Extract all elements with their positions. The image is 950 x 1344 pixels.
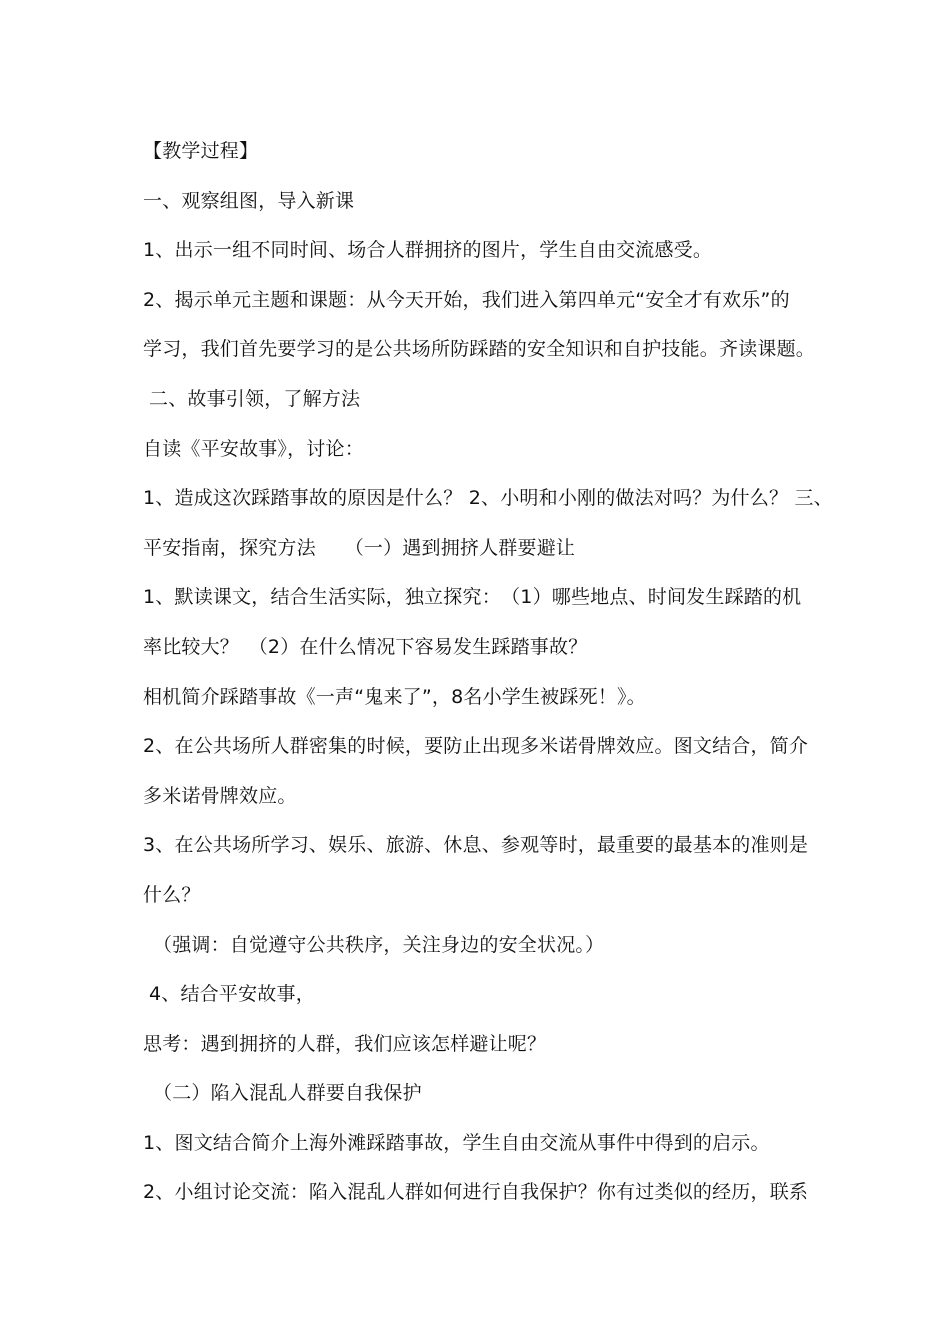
document-body [143, 136, 843, 1227]
paragraph-line: 多米诺骨牌效应。 [143, 784, 297, 807]
section-title: （二）陷入混乱人群要自我保护 [153, 1082, 422, 1105]
paragraph-line: （强调：自觉遵守公共秩序，关注身边的安全状况。） [153, 933, 605, 956]
paragraph-line: 3、在公共场所学习、娱乐、旅游、休息、参观等时，最重要的最基本的准则是 [143, 834, 809, 857]
paragraph-line: 平安指南，探究方法 （一）遇到拥挤人群要避让 [143, 536, 576, 559]
section-heading: 【教学过程】 [143, 140, 259, 162]
paragraph-line: 1、图文结合简介上海外滩踩踏事故，学生自由交流从事件中得到的启示。 [143, 1131, 770, 1154]
paragraph-line: 1、出示一组不同时间、场合人群拥挤的图片，学生自由交流感受。 [143, 239, 713, 262]
paragraph-line: 1、默读课文，结合生活实际，独立探究： （1）哪些地点、时间发生踩踏的机 [143, 586, 802, 609]
paragraph-line: 相机简介踩踏事故《一声“鬼来了”，8名小学生被踩死！》。 [143, 685, 646, 708]
paragraph-line: 率比较大？ （2）在什么情况下容易发生踩踏事故？ [143, 635, 588, 658]
paragraph-line: 学习，我们首先要学习的是公共场所防踩踏的安全知识和自护技能。齐读课题。 [143, 338, 816, 361]
paragraph-line: 2、在公共场所人群密集的时候，要防止出现多米诺骨牌效应。图文结合，简介 [143, 735, 809, 758]
paragraph-line: 2、揭示单元主题和课题：从今天开始，我们进入第四单元“安全才有欢乐”的 [143, 288, 790, 311]
paragraph-line: 4、结合平安故事， [149, 983, 315, 1006]
paragraph-line: 思考：遇到拥挤的人群，我们应该怎样避让呢？ [143, 1032, 547, 1055]
paragraph-line: 自读《平安故事》，讨论： [143, 437, 364, 460]
section-title: 二、故事引领，了解方法 [149, 387, 361, 410]
section-title: 一、观察组图，导入新课 [143, 189, 355, 212]
paragraph-line: 2、小组讨论交流：陷入混乱人群如何进行自我保护？你有过类似的经历，联系 [143, 1181, 809, 1204]
paragraph-line: 什么？ [143, 883, 201, 906]
paragraph-line: 1、造成这次踩踏事故的原因是什么？ 2、小明和小刚的做法对吗？为什么？ 三、 [143, 487, 833, 510]
